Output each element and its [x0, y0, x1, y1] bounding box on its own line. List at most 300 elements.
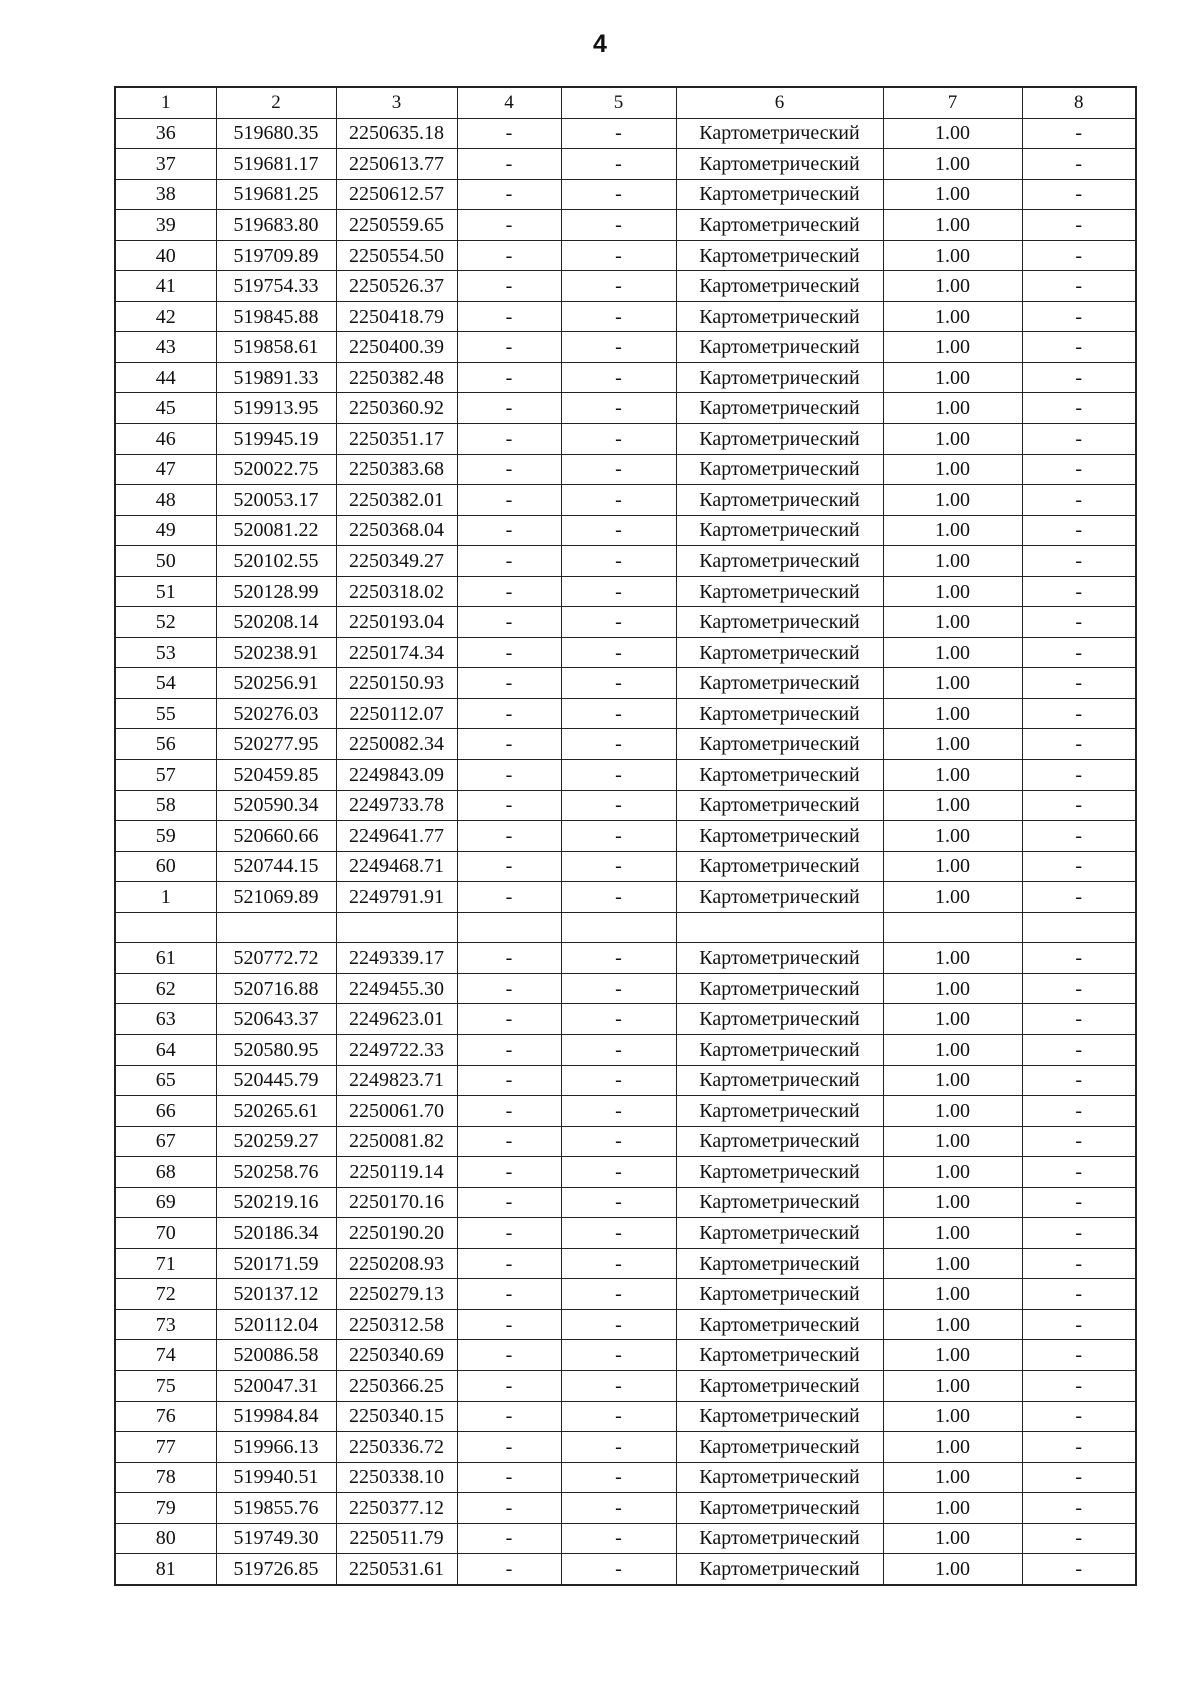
point-number-cell: 69: [115, 1187, 216, 1218]
point-number-cell: 36: [115, 118, 216, 149]
col5-cell: -: [561, 454, 676, 485]
accuracy-cell: 1.00: [883, 1065, 1022, 1096]
col8-cell: -: [1022, 821, 1136, 852]
x-coordinate-cell: 520744.15: [216, 851, 336, 882]
x-coordinate-cell: 520047.31: [216, 1370, 336, 1401]
accuracy-cell: 1.00: [883, 1432, 1022, 1463]
point-number-cell: 44: [115, 362, 216, 393]
y-coordinate-cell: [336, 912, 457, 943]
method-cell: Картометрический: [676, 637, 883, 668]
table-row: [115, 760, 1136, 791]
y-coordinate-cell: 2249339.17: [336, 943, 457, 974]
accuracy-cell: 1.00: [883, 179, 1022, 210]
point-number-cell: 53: [115, 637, 216, 668]
table-row: [115, 515, 1136, 546]
method-cell: Картометрический: [676, 607, 883, 638]
method-cell: Картометрический: [676, 149, 883, 180]
y-coordinate-cell: 2250208.93: [336, 1248, 457, 1279]
y-coordinate-cell: 2250119.14: [336, 1157, 457, 1188]
method-cell: Картометрический: [676, 118, 883, 149]
col4-cell: -: [457, 271, 561, 302]
y-coordinate-cell: 2250338.10: [336, 1462, 457, 1493]
point-number-cell: 58: [115, 790, 216, 821]
y-coordinate-cell: 2250349.27: [336, 546, 457, 577]
x-coordinate-cell: 520081.22: [216, 515, 336, 546]
x-coordinate-cell: 520258.76: [216, 1157, 336, 1188]
y-coordinate-cell: 2249455.30: [336, 973, 457, 1004]
col4-cell: -: [457, 668, 561, 699]
method-cell: Картометрический: [676, 1340, 883, 1371]
accuracy-cell: 1.00: [883, 1096, 1022, 1127]
x-coordinate-cell: 519683.80: [216, 210, 336, 241]
col8-cell: -: [1022, 1309, 1136, 1340]
accuracy-cell: 1.00: [883, 1370, 1022, 1401]
col5-cell: -: [561, 882, 676, 913]
column-header: 4: [457, 87, 561, 118]
y-coordinate-cell: 2250511.79: [336, 1523, 457, 1554]
page-number: 4: [593, 30, 607, 58]
col8-cell: -: [1022, 729, 1136, 760]
x-coordinate-cell: 520102.55: [216, 546, 336, 577]
x-coordinate-cell: 520086.58: [216, 1340, 336, 1371]
point-number-cell: 61: [115, 943, 216, 974]
y-coordinate-cell: 2249468.71: [336, 851, 457, 882]
col4-cell: -: [457, 149, 561, 180]
col8-cell: -: [1022, 1248, 1136, 1279]
x-coordinate-cell: 520053.17: [216, 485, 336, 516]
col5-cell: -: [561, 1126, 676, 1157]
y-coordinate-cell: 2250150.93: [336, 668, 457, 699]
col4-cell: -: [457, 637, 561, 668]
col4-cell: -: [457, 515, 561, 546]
method-cell: Картометрический: [676, 1432, 883, 1463]
x-coordinate-cell: 519945.19: [216, 424, 336, 455]
table-row: [115, 1096, 1136, 1127]
method-cell: Картометрический: [676, 240, 883, 271]
point-number-cell: 45: [115, 393, 216, 424]
col8-cell: -: [1022, 1370, 1136, 1401]
col5-cell: -: [561, 485, 676, 516]
point-number-cell: 77: [115, 1432, 216, 1463]
col5-cell: -: [561, 271, 676, 302]
method-cell: Картометрический: [676, 973, 883, 1004]
accuracy-cell: 1.00: [883, 393, 1022, 424]
table-row: [115, 1004, 1136, 1035]
col5-cell: -: [561, 943, 676, 974]
col8-cell: -: [1022, 637, 1136, 668]
x-coordinate-cell: 520277.95: [216, 729, 336, 760]
point-number-cell: 60: [115, 851, 216, 882]
table-row: [115, 1157, 1136, 1188]
col4-cell: -: [457, 821, 561, 852]
col5-cell: -: [561, 1004, 676, 1035]
col4-cell: -: [457, 1340, 561, 1371]
point-number-cell: 74: [115, 1340, 216, 1371]
table-row: [115, 1248, 1136, 1279]
method-cell: Картометрический: [676, 1218, 883, 1249]
table-row: [115, 698, 1136, 729]
col5-cell: -: [561, 362, 676, 393]
column-header: 1: [115, 87, 216, 118]
method-cell: Картометрический: [676, 668, 883, 699]
point-number-cell: 70: [115, 1218, 216, 1249]
method-cell: Картометрический: [676, 1554, 883, 1585]
col5-cell: [561, 912, 676, 943]
point-number-cell: 80: [115, 1523, 216, 1554]
x-coordinate-cell: 519681.25: [216, 179, 336, 210]
col8-cell: -: [1022, 576, 1136, 607]
x-coordinate-cell: 519845.88: [216, 301, 336, 332]
col5-cell: -: [561, 240, 676, 271]
table-row: [115, 821, 1136, 852]
column-header: 5: [561, 87, 676, 118]
col8-cell: -: [1022, 1126, 1136, 1157]
accuracy-cell: 1.00: [883, 1157, 1022, 1188]
accuracy-cell: 1.00: [883, 1004, 1022, 1035]
table-row: [115, 301, 1136, 332]
col4-cell: -: [457, 1493, 561, 1524]
x-coordinate-cell: 520186.34: [216, 1218, 336, 1249]
x-coordinate-cell: 519966.13: [216, 1432, 336, 1463]
y-coordinate-cell: 2250279.13: [336, 1279, 457, 1310]
accuracy-cell: 1.00: [883, 1279, 1022, 1310]
coordinates-table: [114, 86, 1137, 1586]
method-cell: Картометрический: [676, 362, 883, 393]
col8-cell: -: [1022, 393, 1136, 424]
x-coordinate-cell: 520276.03: [216, 698, 336, 729]
col8-cell: -: [1022, 1432, 1136, 1463]
col4-cell: -: [457, 362, 561, 393]
col8-cell: -: [1022, 851, 1136, 882]
col4-cell: -: [457, 485, 561, 516]
table-row: [115, 668, 1136, 699]
point-number-cell: 50: [115, 546, 216, 577]
point-number-cell: 46: [115, 424, 216, 455]
col4-cell: -: [457, 1432, 561, 1463]
y-coordinate-cell: 2250340.15: [336, 1401, 457, 1432]
col5-cell: -: [561, 210, 676, 241]
col8-cell: -: [1022, 1034, 1136, 1065]
col4-cell: -: [457, 1523, 561, 1554]
method-cell: Картометрический: [676, 332, 883, 363]
col8-cell: -: [1022, 362, 1136, 393]
point-number-cell: 54: [115, 668, 216, 699]
x-coordinate-cell: 520643.37: [216, 1004, 336, 1035]
y-coordinate-cell: 2250112.07: [336, 698, 457, 729]
table-row: [115, 1432, 1136, 1463]
x-coordinate-cell: 519858.61: [216, 332, 336, 363]
col4-cell: -: [457, 973, 561, 1004]
x-coordinate-cell: 519681.17: [216, 149, 336, 180]
point-number-cell: 78: [115, 1462, 216, 1493]
accuracy-cell: [883, 912, 1022, 943]
x-coordinate-cell: 519940.51: [216, 1462, 336, 1493]
col8-cell: -: [1022, 454, 1136, 485]
accuracy-cell: 1.00: [883, 882, 1022, 913]
y-coordinate-cell: 2249641.77: [336, 821, 457, 852]
table-row: [115, 790, 1136, 821]
col8-cell: -: [1022, 943, 1136, 974]
accuracy-cell: 1.00: [883, 210, 1022, 241]
x-coordinate-cell: 520128.99: [216, 576, 336, 607]
x-coordinate-cell: 520459.85: [216, 760, 336, 791]
method-cell: Картометрический: [676, 546, 883, 577]
col8-cell: -: [1022, 485, 1136, 516]
col8-cell: -: [1022, 546, 1136, 577]
accuracy-cell: 1.00: [883, 1126, 1022, 1157]
accuracy-cell: 1.00: [883, 271, 1022, 302]
y-coordinate-cell: 2250612.57: [336, 179, 457, 210]
table-row: [115, 179, 1136, 210]
col4-cell: -: [457, 882, 561, 913]
accuracy-cell: 1.00: [883, 821, 1022, 852]
table-row: [115, 1340, 1136, 1371]
point-number-cell: 81: [115, 1554, 216, 1585]
column-header: 6: [676, 87, 883, 118]
col8-cell: -: [1022, 1401, 1136, 1432]
method-cell: Картометрический: [676, 1034, 883, 1065]
x-coordinate-cell: 520219.16: [216, 1187, 336, 1218]
accuracy-cell: 1.00: [883, 149, 1022, 180]
point-number-cell: 73: [115, 1309, 216, 1340]
col4-cell: -: [457, 1248, 561, 1279]
x-coordinate-cell: 519984.84: [216, 1401, 336, 1432]
col5-cell: -: [561, 1187, 676, 1218]
accuracy-cell: 1.00: [883, 1340, 1022, 1371]
col8-cell: -: [1022, 668, 1136, 699]
x-coordinate-cell: 519891.33: [216, 362, 336, 393]
col5-cell: -: [561, 790, 676, 821]
x-coordinate-cell: 520716.88: [216, 973, 336, 1004]
col5-cell: -: [561, 1279, 676, 1310]
col8-cell: -: [1022, 1157, 1136, 1188]
accuracy-cell: 1.00: [883, 332, 1022, 363]
method-cell: [676, 912, 883, 943]
col8-cell: -: [1022, 1279, 1136, 1310]
method-cell: Картометрический: [676, 1004, 883, 1035]
method-cell: Картометрический: [676, 301, 883, 332]
point-number-cell: 40: [115, 240, 216, 271]
accuracy-cell: 1.00: [883, 790, 1022, 821]
point-number-cell: [115, 912, 216, 943]
y-coordinate-cell: 2250418.79: [336, 301, 457, 332]
y-coordinate-cell: 2250635.18: [336, 118, 457, 149]
col4-cell: -: [457, 1004, 561, 1035]
y-coordinate-cell: 2249623.01: [336, 1004, 457, 1035]
point-number-cell: 41: [115, 271, 216, 302]
point-number-cell: 38: [115, 179, 216, 210]
col5-cell: -: [561, 1157, 676, 1188]
col4-cell: -: [457, 179, 561, 210]
point-number-cell: 66: [115, 1096, 216, 1127]
col5-cell: -: [561, 1340, 676, 1371]
col4-cell: -: [457, 698, 561, 729]
y-coordinate-cell: 2250061.70: [336, 1096, 457, 1127]
accuracy-cell: 1.00: [883, 485, 1022, 516]
col4-cell: -: [457, 1096, 561, 1127]
x-coordinate-cell: 520265.61: [216, 1096, 336, 1127]
col4-cell: -: [457, 1370, 561, 1401]
table-row: [115, 943, 1136, 974]
y-coordinate-cell: 2250360.92: [336, 393, 457, 424]
col4-cell: -: [457, 1279, 561, 1310]
col5-cell: -: [561, 424, 676, 455]
accuracy-cell: 1.00: [883, 240, 1022, 271]
method-cell: Картометрический: [676, 1096, 883, 1127]
col5-cell: -: [561, 668, 676, 699]
y-coordinate-cell: 2250336.72: [336, 1432, 457, 1463]
method-cell: Картометрический: [676, 760, 883, 791]
accuracy-cell: 1.00: [883, 637, 1022, 668]
col8-cell: -: [1022, 210, 1136, 241]
x-coordinate-cell: 520772.72: [216, 943, 336, 974]
col4-cell: -: [457, 118, 561, 149]
method-cell: Картометрический: [676, 821, 883, 852]
accuracy-cell: 1.00: [883, 515, 1022, 546]
column-header: 8: [1022, 87, 1136, 118]
accuracy-cell: 1.00: [883, 1401, 1022, 1432]
col8-cell: -: [1022, 179, 1136, 210]
table-row: [115, 546, 1136, 577]
table-row: [115, 973, 1136, 1004]
col4-cell: -: [457, 576, 561, 607]
x-coordinate-cell: 520259.27: [216, 1126, 336, 1157]
col8-cell: -: [1022, 973, 1136, 1004]
method-cell: Картометрический: [676, 576, 883, 607]
x-coordinate-cell: 519709.89: [216, 240, 336, 271]
accuracy-cell: 1.00: [883, 668, 1022, 699]
method-cell: Картометрический: [676, 1157, 883, 1188]
col4-cell: -: [457, 454, 561, 485]
x-coordinate-cell: 519749.30: [216, 1523, 336, 1554]
accuracy-cell: 1.00: [883, 851, 1022, 882]
col4-cell: [457, 912, 561, 943]
col5-cell: -: [561, 760, 676, 791]
col5-cell: -: [561, 1218, 676, 1249]
method-cell: Картометрический: [676, 454, 883, 485]
table-row: [115, 1034, 1136, 1065]
col8-cell: -: [1022, 882, 1136, 913]
x-coordinate-cell: 520137.12: [216, 1279, 336, 1310]
col8-cell: -: [1022, 1218, 1136, 1249]
col5-cell: -: [561, 1462, 676, 1493]
table-row: [115, 424, 1136, 455]
col4-cell: -: [457, 424, 561, 455]
col5-cell: -: [561, 546, 676, 577]
y-coordinate-cell: 2250081.82: [336, 1126, 457, 1157]
point-number-cell: 55: [115, 698, 216, 729]
table-row: [115, 607, 1136, 638]
col8-cell: -: [1022, 1523, 1136, 1554]
table-row: [115, 637, 1136, 668]
col8-cell: -: [1022, 149, 1136, 180]
y-coordinate-cell: 2250193.04: [336, 607, 457, 638]
y-coordinate-cell: 2250382.48: [336, 362, 457, 393]
col5-cell: -: [561, 1493, 676, 1524]
table-row: [115, 912, 1136, 943]
col5-cell: -: [561, 332, 676, 363]
point-number-cell: 75: [115, 1370, 216, 1401]
method-cell: Картометрический: [676, 210, 883, 241]
col5-cell: -: [561, 1370, 676, 1401]
point-number-cell: 79: [115, 1493, 216, 1524]
col8-cell: -: [1022, 118, 1136, 149]
method-cell: Картометрический: [676, 1187, 883, 1218]
point-number-cell: 56: [115, 729, 216, 760]
table-row: [115, 1065, 1136, 1096]
col5-cell: -: [561, 1034, 676, 1065]
x-coordinate-cell: 519855.76: [216, 1493, 336, 1524]
col5-cell: -: [561, 1523, 676, 1554]
col4-cell: -: [457, 1462, 561, 1493]
point-number-cell: 76: [115, 1401, 216, 1432]
col4-cell: -: [457, 1187, 561, 1218]
y-coordinate-cell: 2250382.01: [336, 485, 457, 516]
method-cell: Картометрический: [676, 882, 883, 913]
point-number-cell: 37: [115, 149, 216, 180]
accuracy-cell: 1.00: [883, 698, 1022, 729]
column-header: 7: [883, 87, 1022, 118]
y-coordinate-cell: 2250366.25: [336, 1370, 457, 1401]
point-number-cell: 68: [115, 1157, 216, 1188]
method-cell: Картометрический: [676, 485, 883, 516]
accuracy-cell: 1.00: [883, 1187, 1022, 1218]
method-cell: Картометрический: [676, 1523, 883, 1554]
y-coordinate-cell: 2250190.20: [336, 1218, 457, 1249]
y-coordinate-cell: 2250383.68: [336, 454, 457, 485]
col8-cell: -: [1022, 1187, 1136, 1218]
header-row: [115, 87, 1136, 118]
point-number-cell: 65: [115, 1065, 216, 1096]
method-cell: Картометрический: [676, 393, 883, 424]
point-number-cell: 57: [115, 760, 216, 791]
point-number-cell: 59: [115, 821, 216, 852]
x-coordinate-cell: 519754.33: [216, 271, 336, 302]
table-body: [115, 118, 1136, 1585]
accuracy-cell: 1.00: [883, 301, 1022, 332]
col5-cell: -: [561, 821, 676, 852]
col5-cell: -: [561, 1401, 676, 1432]
point-number-cell: 48: [115, 485, 216, 516]
table-row: [115, 1309, 1136, 1340]
x-coordinate-cell: 520660.66: [216, 821, 336, 852]
table-row: [115, 485, 1136, 516]
method-cell: Картометрический: [676, 1126, 883, 1157]
point-number-cell: 64: [115, 1034, 216, 1065]
table-row: [115, 393, 1136, 424]
method-cell: Картометрический: [676, 729, 883, 760]
col8-cell: -: [1022, 424, 1136, 455]
col4-cell: -: [457, 546, 561, 577]
col4-cell: -: [457, 1065, 561, 1096]
col4-cell: -: [457, 1401, 561, 1432]
col4-cell: -: [457, 1157, 561, 1188]
point-number-cell: 67: [115, 1126, 216, 1157]
point-number-cell: 52: [115, 607, 216, 638]
point-number-cell: 72: [115, 1279, 216, 1310]
point-number-cell: 1: [115, 882, 216, 913]
col5-cell: -: [561, 301, 676, 332]
col4-cell: -: [457, 240, 561, 271]
method-cell: Картометрический: [676, 1401, 883, 1432]
table-row: [115, 210, 1136, 241]
table-row: [115, 882, 1136, 913]
col5-cell: -: [561, 1065, 676, 1096]
accuracy-cell: 1.00: [883, 576, 1022, 607]
col8-cell: -: [1022, 607, 1136, 638]
col8-cell: -: [1022, 1065, 1136, 1096]
col8-cell: -: [1022, 515, 1136, 546]
